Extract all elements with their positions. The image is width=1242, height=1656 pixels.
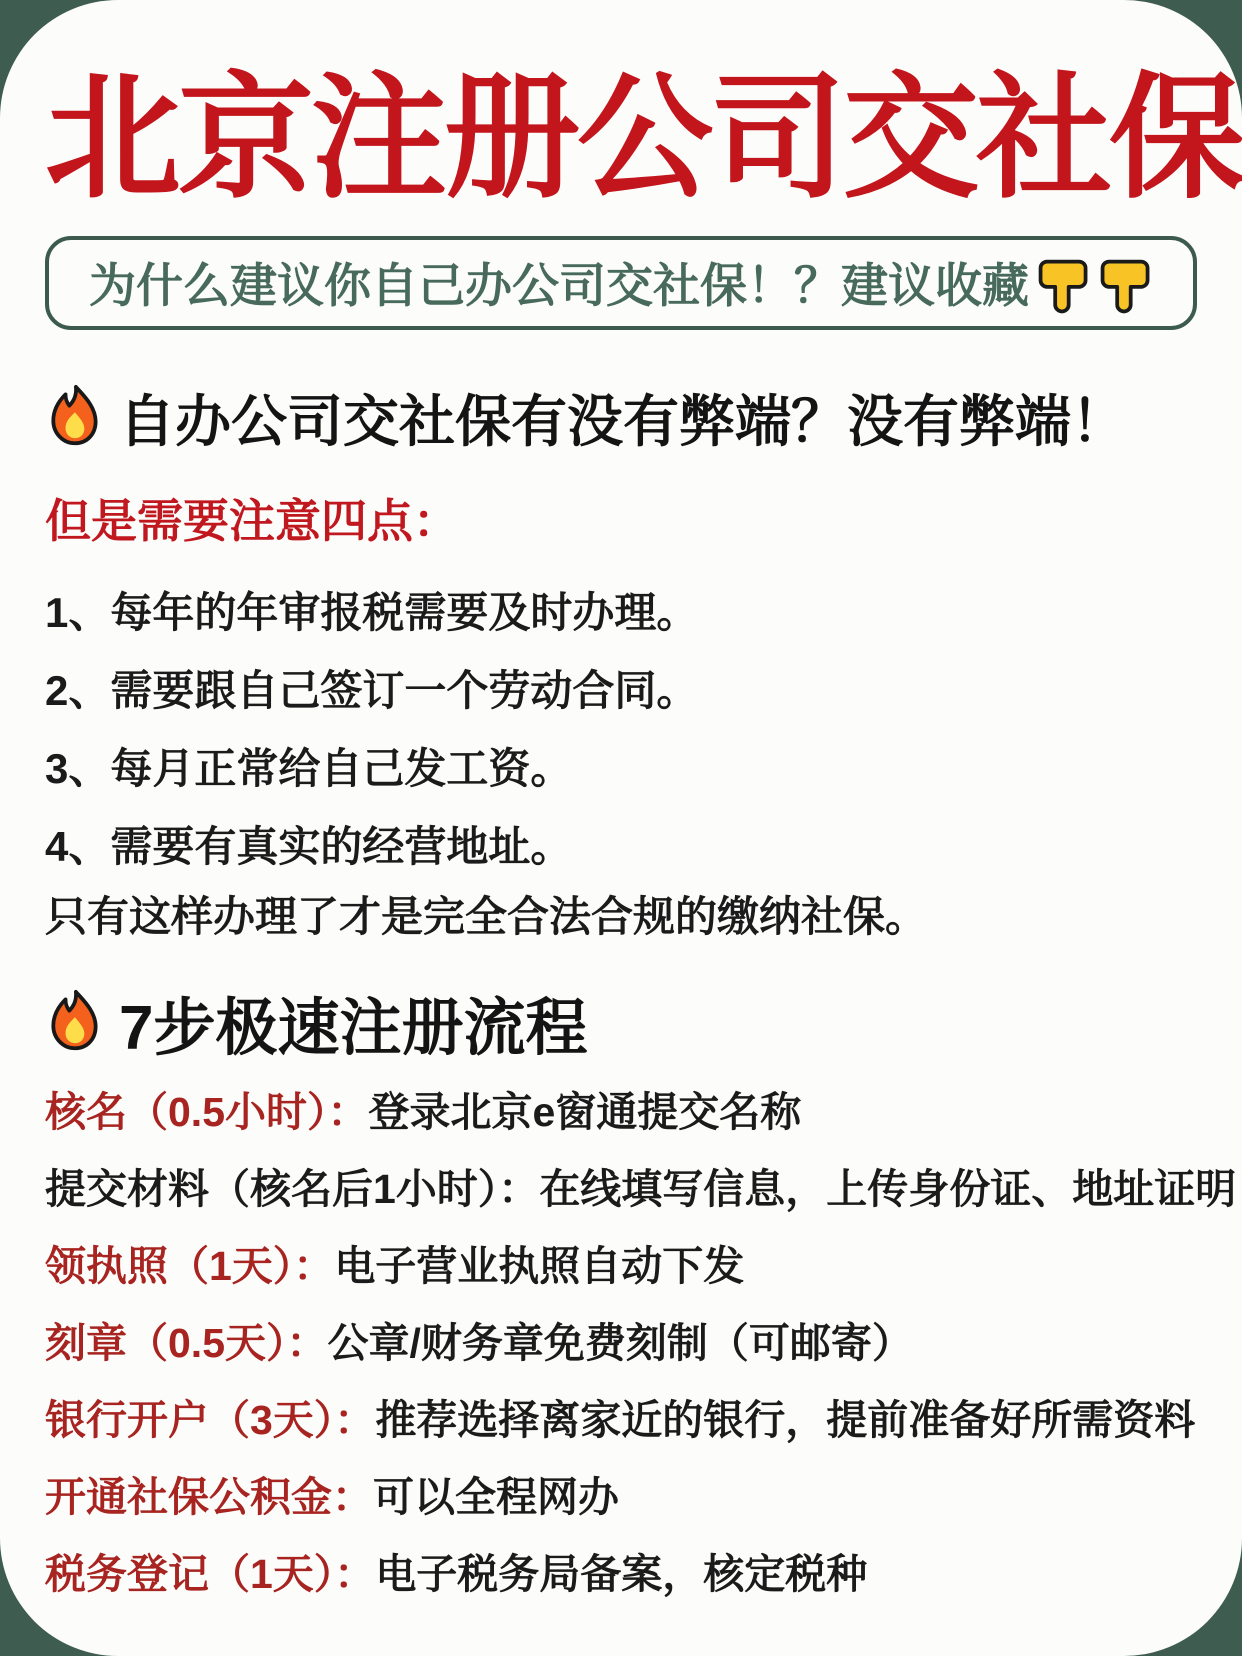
step-text: 公章/财务章免费刻制（可邮寄） xyxy=(327,1319,913,1366)
step-row xyxy=(45,1242,1197,1289)
step-text: 电子营业执照自动下发 xyxy=(334,1242,745,1289)
disadvantages-heading: 自办公司交社保有没有弊端？没有弊端！ xyxy=(119,390,1127,454)
list-item: 4、需要有真实的经营地址。 xyxy=(45,823,573,871)
list-item: 1、每年的年审报税需要及时办理。 xyxy=(45,588,699,636)
step-row xyxy=(45,1473,1197,1520)
point-down-icon xyxy=(1099,255,1153,320)
step-row xyxy=(45,1165,1237,1212)
subtitle-text: 为什么建议你自己办公司交社保！？建议收藏 xyxy=(89,259,1029,313)
step-text: 登录北京e窗通提交名称 xyxy=(368,1088,802,1135)
step-label: 领执照（1天）： xyxy=(45,1242,335,1289)
list-item: 2、需要跟自己签订一个劳动合同。 xyxy=(45,667,699,715)
section-disadvantages xyxy=(45,384,1197,940)
page-title: 北京注册公司交社保 xyxy=(45,62,1242,214)
step-label: 核名（0.5小时）： xyxy=(45,1088,369,1135)
step-row xyxy=(45,1088,1197,1135)
fire-icon xyxy=(45,989,103,1068)
step-text: 推荐选择离家近的银行，提前准备好所需资料 xyxy=(375,1396,1196,1443)
step-label: 提交材料（核名后1小时）： xyxy=(45,1165,540,1212)
step-text: 在线填写信息，上传身份证、地址证明 xyxy=(539,1165,1237,1212)
conclusion-text: 只有这样办理了才是完全合法合规的缴纳社保。 xyxy=(45,893,928,941)
step-label: 刻章（0.5天）： xyxy=(45,1319,328,1366)
subtitle-banner xyxy=(45,236,1197,330)
process-heading: 7步极速注册流程 xyxy=(119,994,588,1064)
step-row xyxy=(45,1553,1197,1596)
note-heading: 但是需要注意四点： xyxy=(45,494,459,547)
section-process xyxy=(45,989,1237,1598)
step-label: 税务登记（1天）： xyxy=(45,1551,376,1598)
step-text: 可以全程网办 xyxy=(373,1473,619,1520)
list-item: 3、每月正常给自己发工资。 xyxy=(45,745,573,793)
step-row xyxy=(45,1319,1197,1366)
step-row xyxy=(45,1396,1197,1443)
process-steps-list xyxy=(45,1088,1237,1598)
step-label: 开通社保公积金： xyxy=(45,1473,373,1520)
step-text: 电子税务局备案，核定税种 xyxy=(375,1551,868,1598)
caution-points-list xyxy=(45,588,1197,871)
fire-icon xyxy=(45,384,103,461)
process-heading-row xyxy=(45,989,1197,1068)
disadvantages-heading-row xyxy=(45,384,1197,461)
step-label: 银行开户（3天）： xyxy=(45,1396,376,1443)
point-down-icon xyxy=(1037,255,1091,320)
